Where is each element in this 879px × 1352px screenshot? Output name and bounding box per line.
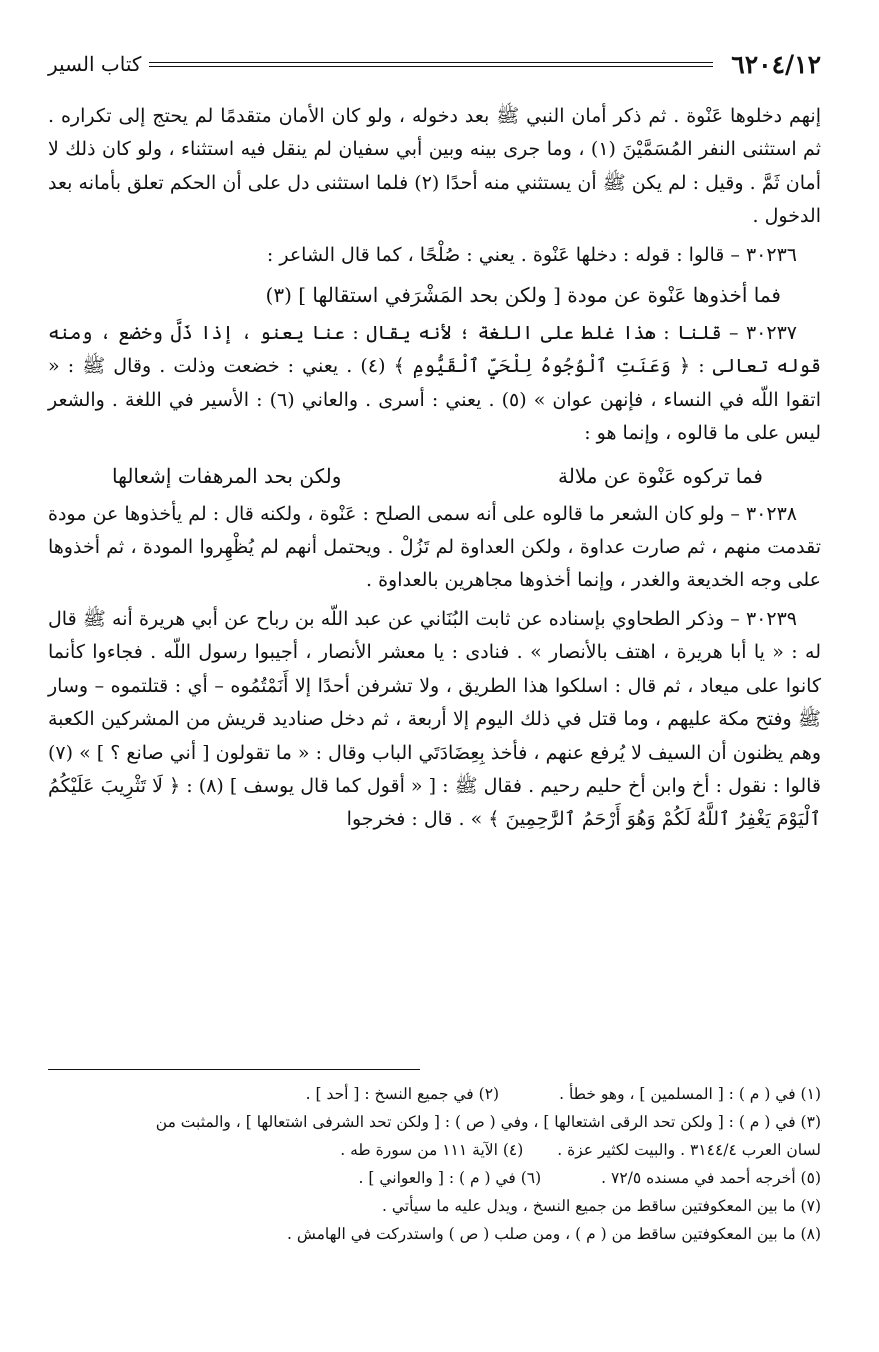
poem-verse-1: فما أخذوها عَنْوة عن مودة [ ولكن بحد المَشْرَفي استقالها ] (٣) [265,283,781,308]
footnote-separator [48,1069,420,1070]
page-header [48,44,821,84]
footnotes [48,1080,821,1248]
paragraph-30236: ٣٠٢٣٦ – قالوا : قوله : دخلها عَنْوة . يعني : صُلْحًا ، كما قال الشاعر : [266,243,797,266]
book-title: كتاب السير [48,52,142,76]
footnote-4: (٤) الآية ١١١ من سورة طه . [340,1141,524,1159]
footnote-1: (١) في ( م ) : [ المسلمين ] ، وهو خطأ . [559,1085,821,1103]
paragraph-30238: ٣٠٢٣٨ – ولو كان الشعر ما قالوه على أنه سمى الصلح : عَنْوة ، ولكنه قال : لم يأخذوها عن مودة تقدمت منهم ، ثم صارت عداوة ، ولكن العداوة لم تَزُلْ . ويحتمل أنهم لم يُظْهِروا المودة ، ثم أخذوها على وجه الخديعة والغدر ، وإنما أخذوها مجاهرين بالعداوة . [48,502,821,592]
header-rule [149,62,713,67]
footnote-2: (٢) في جميع النسخ : [ أحد ] . [305,1085,500,1103]
footnote-6: (٦) في ( م ) : [ والعواني ] . [358,1169,542,1187]
footnote-3-continued: لسان العرب ٣١٤٤/٤ . والبيت لكثير عزة . [557,1141,821,1159]
paragraph-1: إنهم دخلوها عَنْوة . ثم ذكر أمان النبي ﷺ بعد دخوله ، ولو كان الأمان متقدمًا لم يحتج إلى تكراره . ثم استثنى النفر المُسَمَّيْنَ (١) ، وما جرى بينه وبين أبي سفيان لم ينقل فيه استثناء ، ولو كان ذلك لا أمان ثَمَّ . وقيل : لم يكن ﷺ أن يستثني منه أحدًا (٢) فلما استثنى دل على أن الحكم تعلق بأمانه بعد الدخول . [48,105,821,228]
verse-first-hemistich: فما تركوه عَنْوة عن ملالة [558,463,763,488]
footnote-7: (٧) ما بين المعكوفتين ساقط من جميع النسخ ، ويدل عليه ما سيأتي . [382,1197,821,1215]
paragraph-30237: ٣٠٢٣٧ – قلنا : هذا غلط على اللغة ؛ لأنه يقال : عنا يعنو ، إذا ذَلَّ وخضع ، ومنه قوله تعالى : ﴿ وَعَنَتِ ٱلْوُجُوهُ لِلْحَيِّ ٱلْقَيُّومِ ﴾ (٤) . يعني : خضعت وذلت . وقال ﷺ : « اتقوا اللّه في النساء ، فإنهن عوان » (٥) . يعني : أسرى . والعاني (٦) : الأسير في اللغة . والشعر ليس على ما قالوه ، وإنما هو : [48,322,821,445]
poem-verse-2 [48,456,821,498]
main-text [48,100,821,842]
page-number: ٦٢٠٤/١٢ [731,49,821,79]
footnote-3: (٣) في ( م ) : [ ولكن تحد الرقى اشتعالها ] ، وفي ( ص ) : [ ولكن تحد الشرفى اشتعالها ] ، والمثبت من [155,1113,821,1131]
verse-second-hemistich: ولكن بحد المرهفات إشعالها [112,463,342,488]
paragraph-30239: ٣٠٢٣٩ – وذكر الطحاوي بإسناده عن ثابت البُنَاني عن عبد اللّه بن رباح عن أبي هريرة أنه ﷺ قال له : « يا أبا هريرة ، اهتف بالأنصار » . فنادى : يا معشر الأنصار ، أجيبوا رسول اللّه . فجاءوا كأنما كانوا على ميعاد ، ثم قال : اسلكوا هذا الطريق ، ولا تشرفن أحدًا إلا أَنَمْتُمُوه – أي : قتلتموه – وسار ﷺ وفتح مكة عليهم ، وما قتل في ذلك اليوم إلا أربعة ، ثم دخل صناديد قريش من المشركين الكعبة وهم يظنون أن السيف لا يُرفع عنهم ، فأخذ بِعِضَادَتَي الباب وقال : « ما تقولون [ أني صانع ؟ ] » (٧) قالوا : نقول : أخ وابن أخ حليم رحيم . فقال ﷺ : [ « أقول كما قال يوسف ] (٨) : ﴿ لَا تَثْرِيبَ عَلَيْكُمُ ٱلْيَوْمَ يَغْفِرُ ٱللَّهُ لَكُمْ وَهُوَ أَرْحَمُ ٱلرَّٰحِمِينَ ﴾ » . قال : فخرجوا [48,607,821,831]
footnote-5: (٥) أخرجه أحمد في مسنده ٧٢/٥ . [601,1169,821,1187]
footnote-8: (٨) ما بين المعكوفتين ساقط من ( م ) ، ومن صلب ( ص ) واستدركت في الهامش . [287,1225,821,1243]
